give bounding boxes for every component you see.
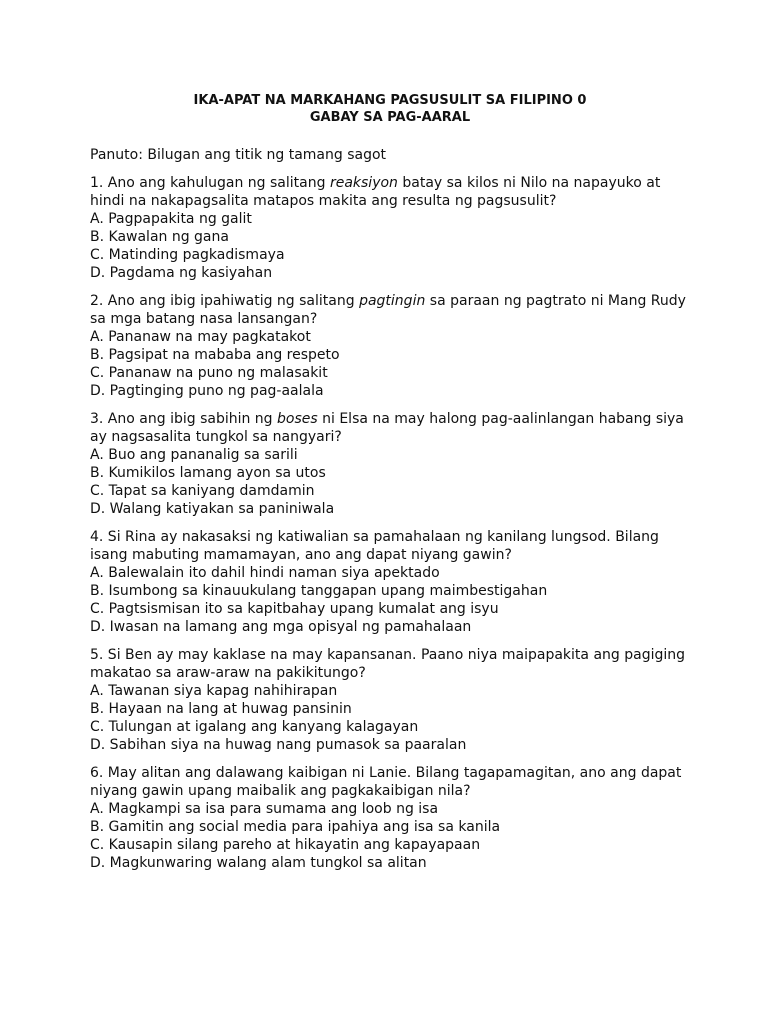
- choice-b: B. Gamitin ang social media para ipahiya ang isa sa kanila: [90, 819, 501, 835]
- question-term: reaksiyon: [329, 175, 398, 191]
- choice-c: C. Tapat sa kaniyang damdamin: [90, 483, 315, 499]
- choice-a: A. Balewalain ito dahil hindi naman siya apektado: [90, 565, 440, 581]
- document-title-line-2: GABAY SA PAG-AARAL: [309, 110, 471, 125]
- question-text: [90, 174, 690, 210]
- question-1: [90, 174, 690, 282]
- question-text: 5. Si Ben ay may kaklase na may kapansanan. Paano niya maipapakita ang pagiging makatao sa araw-araw na pakikitungo?: [90, 647, 686, 681]
- choice-c: C. Kausapin silang pareho at hikayatin ang kapayapaan: [90, 837, 481, 853]
- choice-c: C. Tulungan at igalang ang kanyang kalagayan: [90, 719, 419, 735]
- choice-a: A. Magkampi sa isa para sumama ang loob ng isa: [90, 801, 439, 817]
- question-text: [90, 292, 690, 328]
- choice-c: C. Pagtsismisan ito sa kapitbahay upang kumalat ang isyu: [90, 601, 499, 617]
- choice-a: A. Buo ang pananalig sa sarili: [90, 447, 298, 463]
- choice-d: D. Iwasan na lamang ang mga opisyal ng pamahalaan: [90, 619, 472, 635]
- question-text-before: 3. Ano ang ibig sabihin ng: [90, 411, 278, 427]
- choice-d: D. Pagdama ng kasiyahan: [90, 265, 273, 281]
- choice-b: B. Isumbong sa kinauukulang tanggapan upang maimbestigahan: [90, 583, 548, 599]
- question-text-after: sa paraan ng pagtrato ni Mang Rudy sa mga batang nasa lansangan?: [90, 293, 686, 327]
- choice-c: C. Pananaw na puno ng malasakit: [90, 365, 328, 381]
- choice-a: A. Pananaw na may pagkatakot: [90, 329, 311, 345]
- instructions: Panuto: Bilugan ang titik ng tamang sagot: [90, 147, 387, 163]
- question-2: [90, 292, 690, 400]
- question-text-before: 1. Ano ang kahulugan ng salitang: [90, 175, 330, 191]
- choice-d: D. Sabihan siya na huwag nang pumasok sa paaralan: [90, 737, 467, 753]
- choice-b: B. Hayaan na lang at huwag pansinin: [90, 701, 352, 717]
- question-3: [90, 410, 690, 518]
- choice-d: D. Walang katiyakan sa paniniwala: [90, 501, 335, 517]
- question-5: [90, 646, 690, 754]
- question-term: pagtingin: [359, 293, 426, 309]
- choice-b: B. Kawalan ng gana: [90, 229, 229, 245]
- question-6: [90, 764, 690, 872]
- choice-b: B. Pagsipat na mababa ang respeto: [90, 347, 340, 363]
- question-text: [90, 410, 690, 446]
- document-title-line-1: IKA-APAT NA MARKAHANG PAGSUSULIT SA FILIPINO 0: [193, 93, 587, 108]
- choice-b: B. Kumikilos lamang ayon sa utos: [90, 465, 326, 481]
- choice-a: A. Tawanan siya kapag nahihirapan: [90, 683, 338, 699]
- question-text-before: 2. Ano ang ibig ipahiwatig ng salitang: [90, 293, 360, 309]
- question-text: 6. May alitan ang dalawang kaibigan ni Lanie. Bilang tagapamagitan, ano ang dapat niyang gawin upang maibalik ang pagkakaibigan nila?: [90, 765, 682, 799]
- document-page: [90, 92, 690, 882]
- choice-a: A. Pagpapakita ng galit: [90, 211, 252, 227]
- question-4: [90, 528, 690, 636]
- choice-c: C. Matinding pagkadismaya: [90, 247, 285, 263]
- question-term: boses: [277, 411, 318, 427]
- question-text-after: batay sa kilos ni Nilo na napayuko at hindi na nakapagsalita matapos makita ang resulta ng pagsusulit?: [90, 175, 661, 209]
- choice-d: D. Pagtinging puno ng pag-aalala: [90, 383, 324, 399]
- choice-d: D. Magkunwaring walang alam tungkol sa alitan: [90, 855, 427, 871]
- question-text: 4. Si Rina ay nakasaksi ng katiwalian sa pamahalaan ng kanilang lungsod. Bilang isang mabuting mamamayan, ano ang dapat niyang gawin?: [90, 529, 659, 563]
- question-text-after: ni Elsa na may halong pag-aalinlangan habang siya ay nagsasalita tungkol sa nangyari?: [90, 411, 684, 445]
